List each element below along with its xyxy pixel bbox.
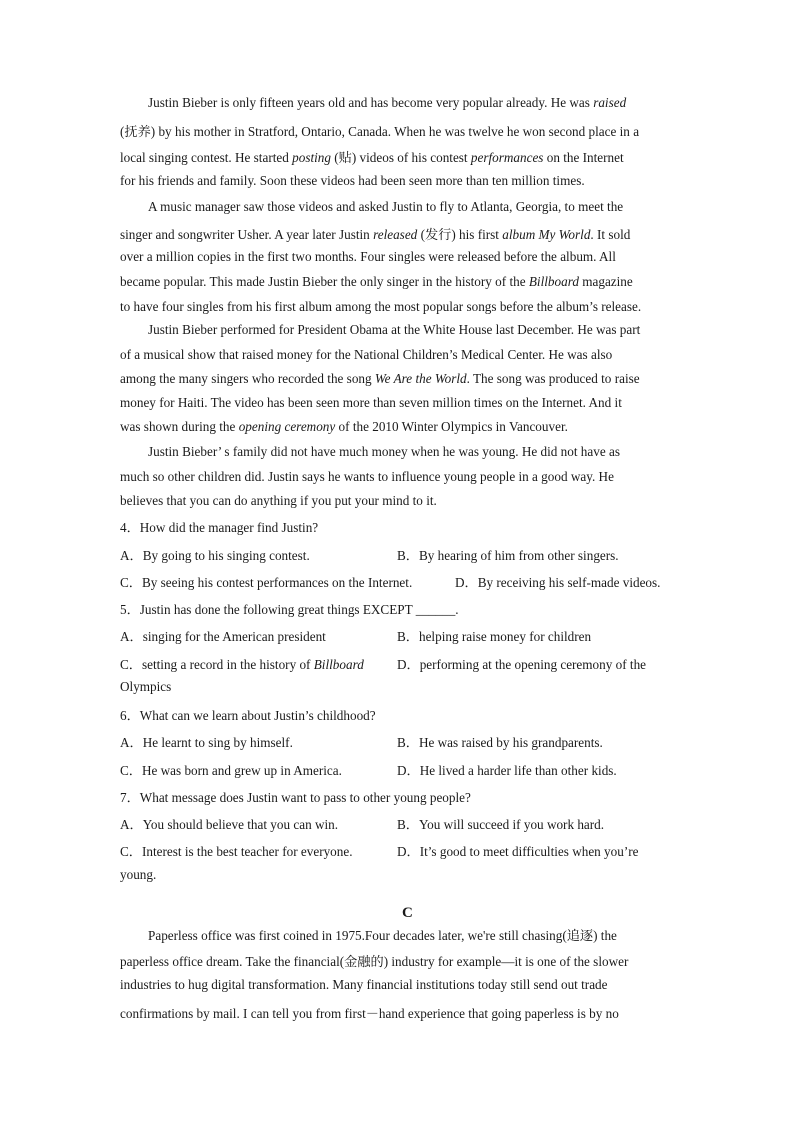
text-line [148, 95, 626, 111]
text-run: . The song was produced to raise [466, 371, 640, 386]
text-line [120, 419, 568, 435]
text-line: confirmations by mail. I can tell you from first－hand experience that going paperless is by no [120, 1006, 619, 1021]
question-5-option-d-continued: Olympics [120, 679, 172, 694]
question-4-option-b[interactable]: B．By hearing of him from other singers. [397, 548, 619, 563]
text-line: over a million copies in the first two months. Four singles were released before the album. All [120, 249, 616, 264]
emphasized-word: raised [593, 95, 627, 110]
text-run: Justin Bieber is only fifteen years old and has become very popular already. He was [148, 95, 594, 110]
text-line: paperless office dream. Take the financial(金融的) industry for example—it is one of the slower [120, 954, 629, 969]
emphasized-word: opening ceremony [238, 419, 336, 434]
text-run: among the many singers who recorded the song [120, 371, 375, 386]
question-6-option-a[interactable]: A．He learnt to sing by himself. [120, 735, 293, 750]
emphasized-word: Billboard [313, 657, 364, 672]
text-line: of a musical show that raised money for the National Children’s Medical Center. He was also [120, 347, 613, 362]
emphasized-word: released [373, 227, 418, 242]
question-4-option-a[interactable]: A．By going to his singing contest. [120, 548, 310, 563]
text-run: singer and songwriter Usher. A year later Justin [120, 227, 374, 242]
text-line: to have four singles from his first album among the most popular songs before the album’s release. [120, 299, 642, 314]
text-run: became popular. This made Justin Bieber the only singer in the history of the [120, 274, 529, 289]
text-line: believes that you can do anything if you put your mind to it. [120, 493, 437, 508]
text-line: Paperless office was first coined in 1975.Four decades later, we're still chasing(追逐) the [148, 928, 617, 943]
text-line: Justin Bieber performed for President Obama at the White House last December. He was part [148, 322, 641, 337]
question-5-option-d[interactable]: D．performing at the opening ceremony of the [397, 657, 647, 672]
question-5-option-a[interactable]: A．singing for the American president [120, 629, 326, 644]
text-line: Justin Bieber’ s family did not have much money when he was young. He did not have as [148, 444, 620, 459]
question-4-stem: 4．How did the manager find Justin? [120, 520, 319, 535]
question-6-option-b[interactable]: B．He was raised by his grandparents. [397, 735, 603, 750]
text-line [120, 274, 633, 290]
section-heading-c: C [402, 905, 413, 921]
emphasized-word: performances [470, 150, 544, 165]
question-7-option-d-continued: young. [120, 867, 157, 882]
text-line: A music manager saw those videos and asked Justin to fly to Atlanta, Georgia, to meet the [148, 199, 624, 214]
text-line: (抚养) by his mother in Stratford, Ontario, Canada. When he was twelve he won second place in a [120, 124, 640, 139]
question-6-option-d[interactable]: D．He lived a harder life than other kids. [397, 763, 617, 778]
text-run: on the Internet [543, 150, 624, 165]
text-run: . It sold [590, 227, 631, 242]
text-line: industries to hug digital transformation. Many financial institutions today still send out trade [120, 977, 608, 992]
question-6-option-c[interactable]: C．He was born and grew up in America. [120, 763, 342, 778]
option-text: C．setting a record in the history of [120, 657, 314, 672]
text-run: was shown during the [120, 419, 239, 434]
text-run: of the 2010 Winter Olympics in Vancouver. [335, 419, 568, 434]
text-line: much so other children did. Justin says he wants to influence young people in a good way. He [120, 469, 614, 484]
emphasized-word: We Are the World [374, 371, 467, 386]
question-5-stem: 5．Justin has done the following great things EXCEPT ______. [120, 602, 459, 617]
emphasized-word: album My World [502, 227, 591, 242]
text-line [120, 147, 624, 166]
question-7-option-c[interactable]: C．Interest is the best teacher for everyone. [120, 844, 353, 859]
question-7-option-a[interactable]: A．You should believe that you can win. [120, 817, 339, 832]
text-run: (贴) videos of his contest [330, 150, 471, 165]
text-run: (发行) his first [417, 227, 503, 242]
question-5-option-b[interactable]: B．helping raise money for children [397, 629, 592, 644]
question-5-option-c[interactable] [120, 654, 364, 673]
text-line [120, 371, 640, 387]
text-line [120, 224, 630, 243]
question-7-stem: 7．What message does Justin want to pass to other young people? [120, 790, 471, 805]
question-7-option-b[interactable]: B．You will succeed if you work hard. [397, 817, 605, 832]
text-line: money for Haiti. The video has been seen more than seven million times on the Internet. And it [120, 395, 622, 410]
emphasized-word: posting [292, 150, 331, 165]
question-4-option-d[interactable]: D．By receiving his self-made videos. [455, 575, 661, 590]
text-run: local singing contest. He started [120, 150, 293, 165]
text-line: for his friends and family. Soon these videos had been seen more than ten million times. [120, 173, 585, 188]
text-run: magazine [578, 274, 633, 289]
question-6-stem: 6．What can we learn about Justin’s childhood? [120, 708, 376, 723]
emphasized-word: Billboard [528, 274, 579, 289]
question-4-option-c[interactable]: C．By seeing his contest performances on the Internet. [120, 575, 413, 590]
question-7-option-d[interactable]: D．It’s good to meet difficulties when you’re [397, 844, 639, 859]
